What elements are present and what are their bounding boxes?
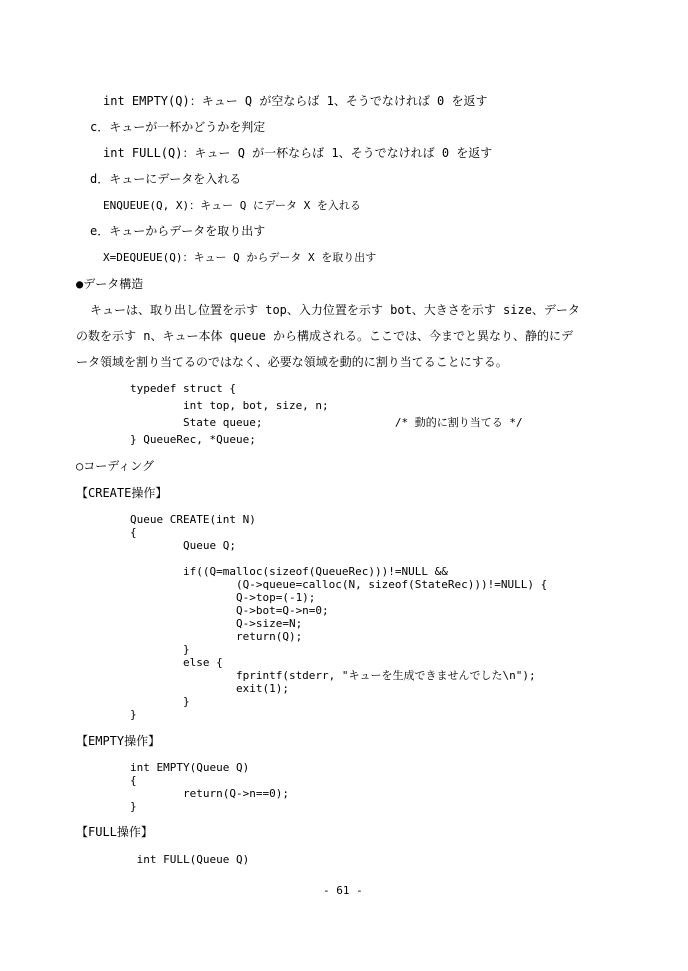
full-heading: 【FULL操作】 xyxy=(76,825,153,839)
dequeue-description: X=DEQUEUE(Q)：キュー Q からデータ X を取り出す xyxy=(103,251,377,264)
create-code-line: Queue CREATE(int N) xyxy=(130,513,256,526)
full-code-line: int FULL(Queue Q) xyxy=(130,853,250,866)
create-code-line: (Q->queue=calloc(N, sizeof(StateRec)))!=NULL) { xyxy=(130,578,548,591)
paragraph-line-2: の数を示す n、キュー本体 queue から構成される。ここでは、今までと異なり、静的にデ xyxy=(76,329,574,343)
empty-code-line: { xyxy=(130,774,137,787)
enqueue-description: ENQUEUE(Q, X)：キュー Q にデータ X を入れる xyxy=(103,199,361,212)
typedef-code-line: } QueueRec, *Queue; xyxy=(130,433,256,446)
create-code-line: fprintf(stderr, "キューを生成できませんでした\n"); xyxy=(130,669,536,682)
typedef-code-line: State queue; /* 動的に割り当てる */ xyxy=(130,416,523,429)
create-code-line: } xyxy=(130,695,190,708)
paragraph-line-3: ータ領域を割り当てるのではなく、必要な領域を動的に割り当てることにする。 xyxy=(76,355,508,369)
create-heading: 【CREATE操作】 xyxy=(76,486,168,500)
create-code-line: Q->bot=Q->n=0; xyxy=(130,604,329,617)
empty-heading: 【EMPTY操作】 xyxy=(76,734,161,748)
create-code-line: else { xyxy=(130,656,223,669)
create-code-line: { xyxy=(130,526,137,539)
create-code-line: exit(1); xyxy=(130,682,289,695)
data-structure-heading: ●データ構造 xyxy=(76,277,144,291)
typedef-code-line: typedef struct { xyxy=(130,382,236,395)
empty-code-line: } xyxy=(130,800,137,813)
typedef-code-line: int top, bot, size, n; xyxy=(130,399,329,412)
create-code-line: } xyxy=(130,643,190,656)
section-e-heading: e．キューからデータを取り出す xyxy=(90,224,266,238)
coding-heading: ○コーディング xyxy=(76,459,155,473)
page-number: - 61 - xyxy=(323,884,363,897)
empty-code-line: int EMPTY(Queue Q) xyxy=(130,761,250,774)
section-c-heading: c．キューが一杯かどうかを判定 xyxy=(90,120,266,134)
full-description: int FULL(Q)：キュー Q が一杯ならば 1、そうでなければ 0 を返す xyxy=(103,146,493,160)
paragraph-line-1: キューは、取り出し位置を示す top、入力位置を示す bot、大きさを示す size、データ xyxy=(90,303,580,317)
create-code-line: Q->size=N; xyxy=(130,617,303,630)
create-code-line: Queue Q; xyxy=(130,539,236,552)
create-code-line: return(Q); xyxy=(130,630,303,643)
create-code-line: if((Q=malloc(sizeof(QueueRec)))!=NULL && xyxy=(130,565,448,578)
create-code-line: Q->top=(-1); xyxy=(130,591,316,604)
section-d-heading: d．キューにデータを入れる xyxy=(90,172,242,186)
empty-description: int EMPTY(Q)：キュー Q が空ならば 1、そうでなければ 0 を返す xyxy=(103,94,488,108)
empty-code-line: return(Q->n==0); xyxy=(130,787,289,800)
create-code-line: } xyxy=(130,708,137,721)
